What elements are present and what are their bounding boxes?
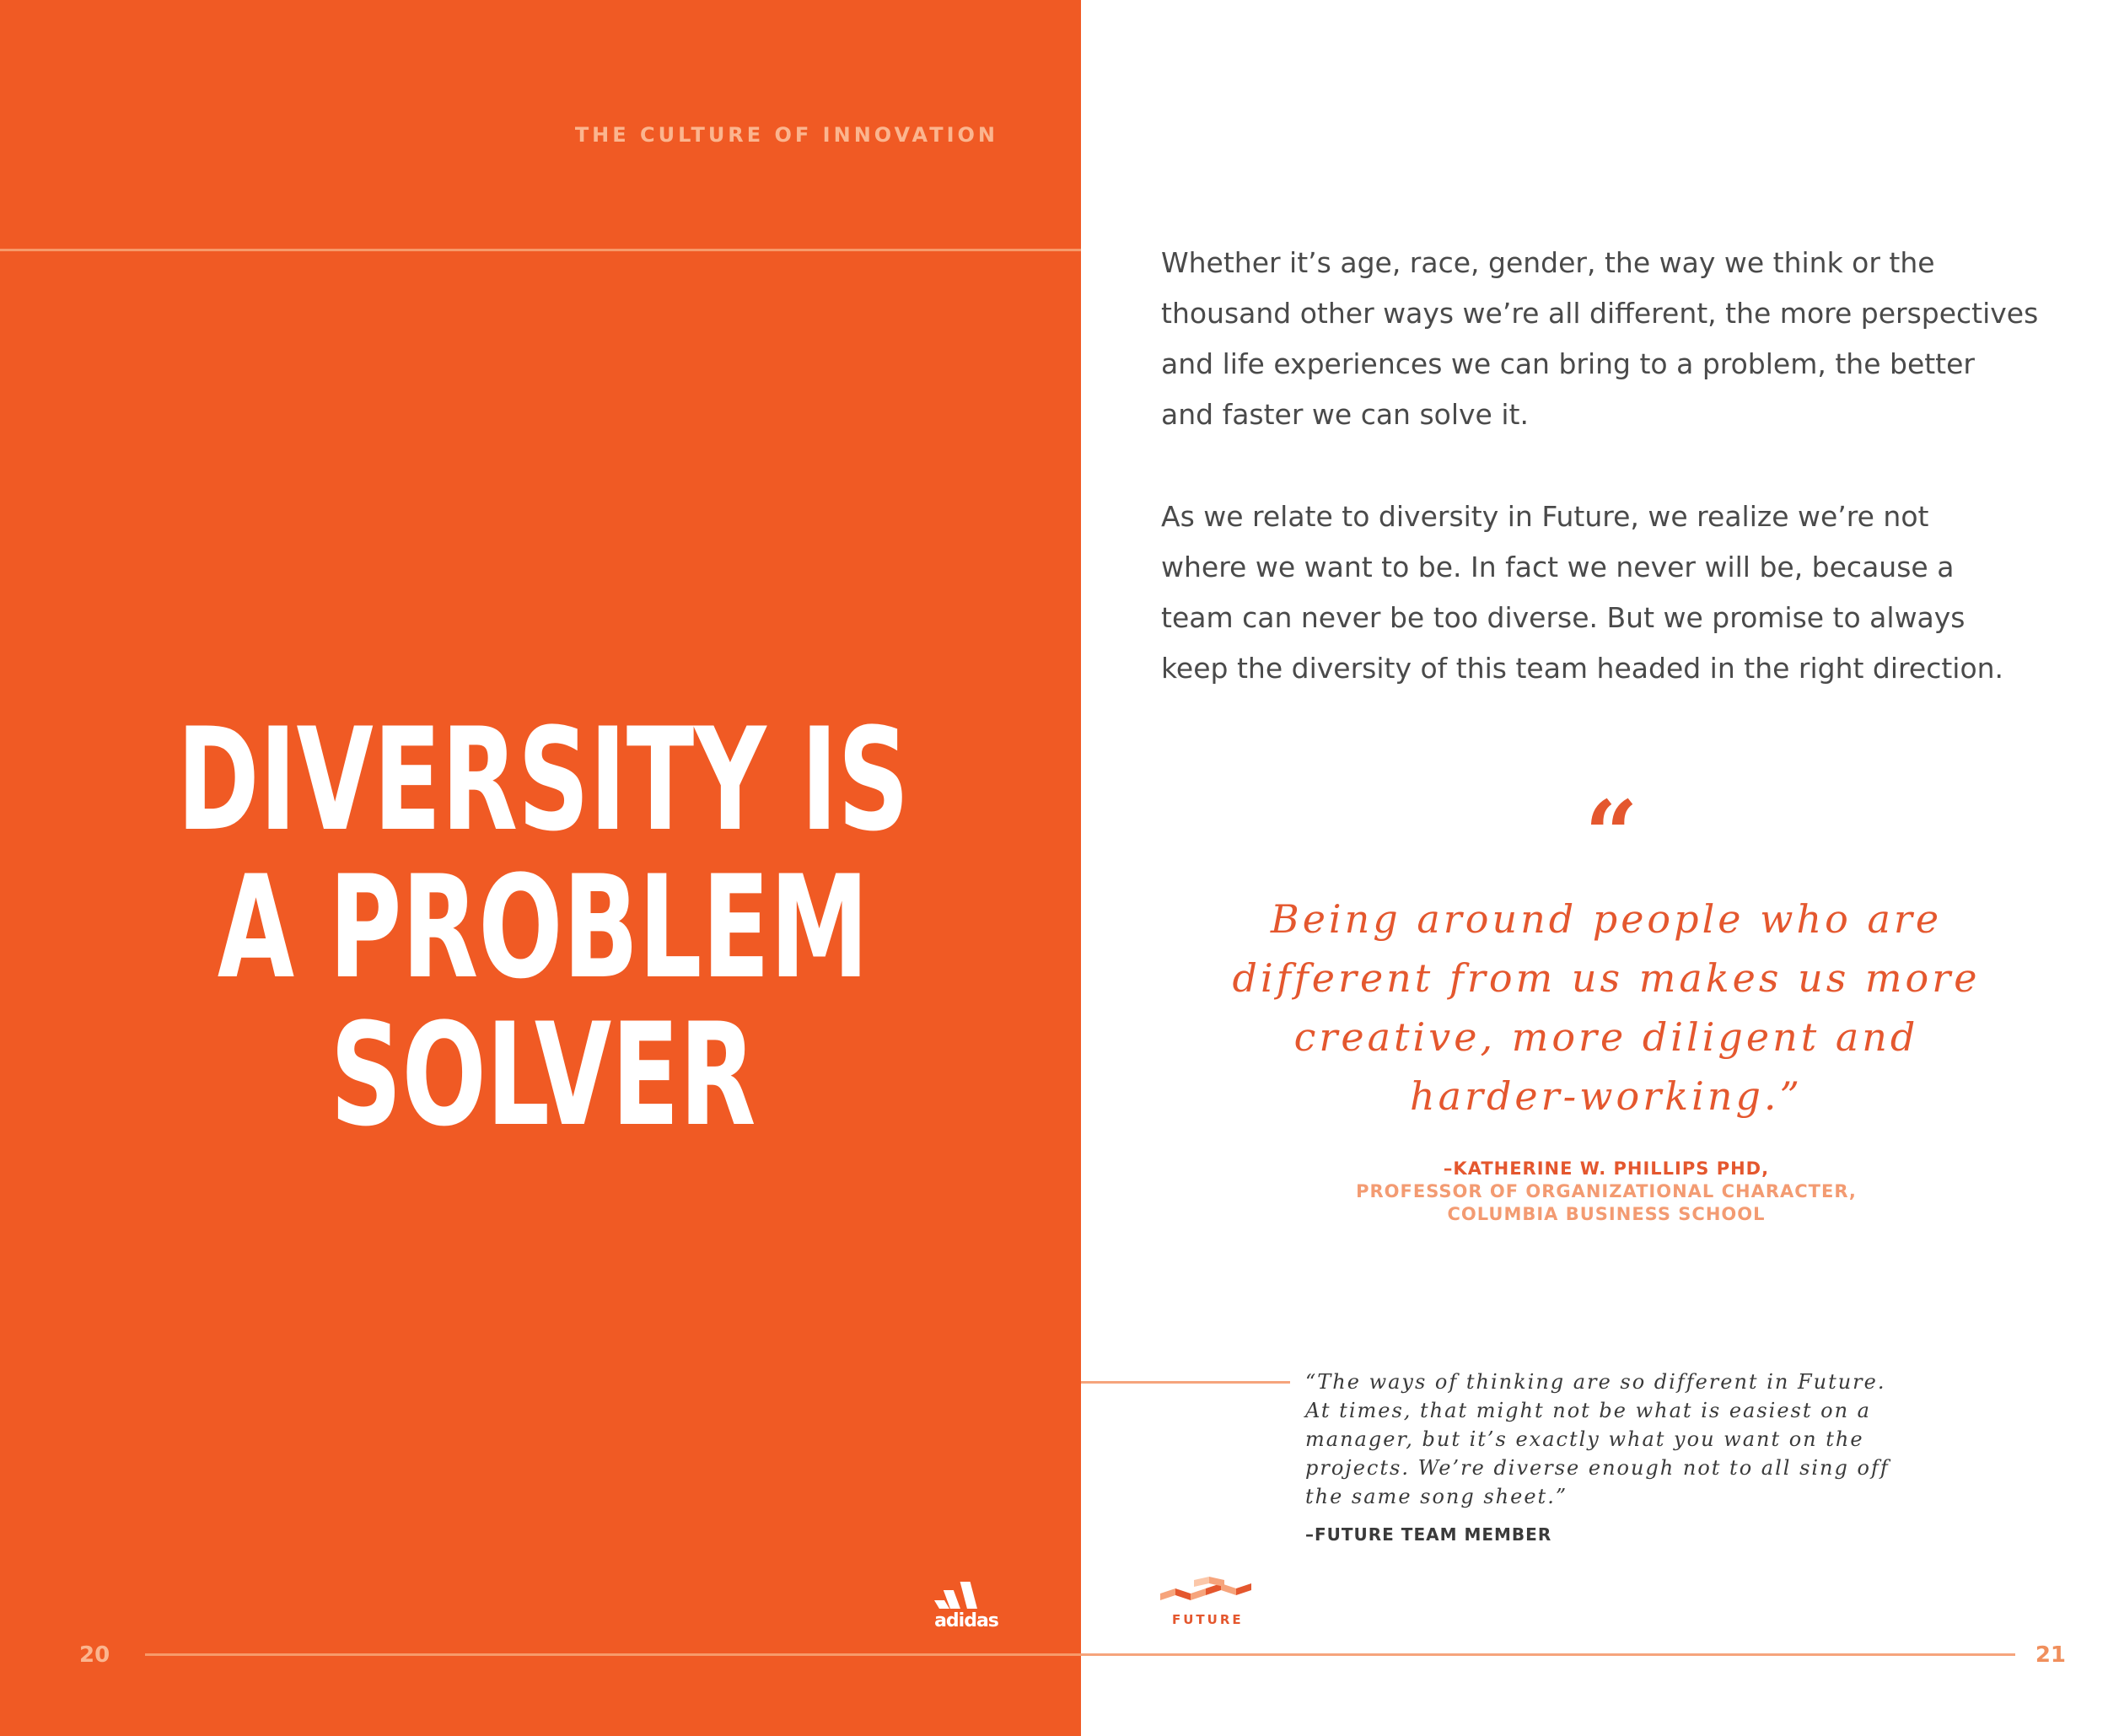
bottom-divider-right (1081, 1653, 2015, 1656)
adidas-wordmark: adidas (934, 1610, 998, 1631)
paragraph-line: thousand other ways we’re all different, the more perspectives (1161, 297, 2039, 330)
adidas-stripes-icon (933, 1575, 1000, 1609)
headline-line: DIVERSITY IS (176, 697, 910, 863)
side-quote-line: “The ways of thinking are so different in Future. (1305, 1370, 1886, 1394)
section-label: THE CULTURE OF INNOVATION (574, 123, 998, 147)
adidas-logo (929, 1575, 1003, 1631)
page-number-left: 20 (79, 1642, 110, 1668)
side-quote-line: the same song sheet.” (1305, 1485, 1568, 1508)
attribution-title: PROFESSOR OF ORGANIZATIONAL CHARACTER, (1356, 1181, 1857, 1201)
side-quote-attribution: –FUTURE TEAM MEMBER (1305, 1524, 1552, 1545)
paragraph-line: As we relate to diversity in Future, we realize we’re not (1161, 500, 1929, 533)
attribution-school: COLUMBIA BUSINESS SCHOOL (1447, 1204, 1766, 1224)
side-quote-line: At times, that might not be what is easiest on a (1305, 1399, 1871, 1422)
body-paragraph-2 (1161, 492, 2097, 694)
top-divider (0, 249, 1081, 251)
paragraph-line: keep the diversity of this team headed in the right direction. (1161, 652, 2004, 685)
future-mark-icon (1160, 1577, 1253, 1610)
headline (121, 697, 965, 1158)
attribution-name: –KATHERINE W. PHILLIPS PHD, (1443, 1158, 1770, 1179)
paragraph-line: team can never be too diverse. But we promise to always (1161, 601, 1965, 634)
paragraph-line: and faster we can solve it. (1161, 398, 1529, 431)
paragraph-line: and life experiences we can bring to a problem, the better (1161, 347, 1975, 380)
body-paragraph-1 (1161, 238, 2097, 440)
paragraph-line: where we want to be. In fact we never will be, because a (1161, 551, 1955, 583)
headline-line: A PROBLEM (217, 845, 869, 1010)
pull-quote-line: Being around people who are (1270, 896, 1943, 942)
side-quote-line: projects. We’re diverse enough not to all sing off (1305, 1456, 1890, 1480)
future-logo (1160, 1577, 1253, 1614)
paragraph-line: Whether it’s age, race, gender, the way we think or the (1161, 246, 1935, 279)
bottom-divider-left (145, 1653, 1081, 1656)
pull-quote-line: creative, more diligent and (1293, 1014, 1919, 1060)
side-quote-line: manager, but it’s exactly what you want on the (1305, 1427, 1864, 1451)
pull-quote-line: different from us makes us more (1232, 955, 1981, 1001)
pull-quote-line: harder-working.” (1409, 1073, 1804, 1119)
pull-quote (1180, 889, 2032, 1126)
side-quote-divider (1081, 1381, 1290, 1384)
page-number-right: 21 (2035, 1642, 2066, 1668)
headline-line: SOLVER (330, 992, 756, 1158)
future-wordmark: FUTURE (1172, 1612, 1244, 1627)
side-quote (1305, 1368, 1946, 1511)
quote-mark-icon: “ (1584, 780, 1638, 889)
